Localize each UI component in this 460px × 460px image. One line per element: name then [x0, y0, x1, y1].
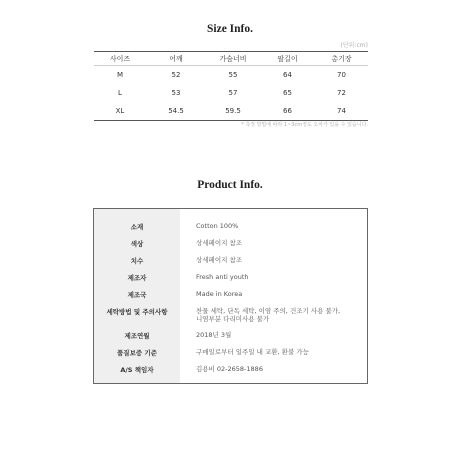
product-row-warranty — [94, 348, 367, 364]
row-label: 제조국 — [127, 291, 147, 299]
unit-note: (단위:cm) — [340, 42, 368, 49]
row-label: 치수 — [130, 257, 144, 265]
product-row-size — [94, 256, 367, 272]
row-value: 찬물 세탁, 단독 세탁, 이염 주의, 건조기 사용 불가, 니염부분 다리미사용 불가 — [196, 307, 341, 323]
table-cell: M — [116, 71, 124, 79]
column-header: 어깨 — [146, 52, 206, 66]
table-row — [94, 84, 368, 102]
row-value: 2018년 3월 — [196, 331, 232, 339]
table-cell: 64 — [283, 71, 292, 79]
product-row-manufacturer — [94, 273, 367, 289]
table-cell: 74 — [315, 102, 368, 121]
measurement-note: * 측정 방법에 따라 1~3cm정도 오차가 있을 수 있습니다. — [241, 122, 368, 128]
column-header: 총기장 — [315, 52, 368, 66]
product-row-material — [94, 222, 367, 238]
row-value: 상세페이지 참조 — [196, 239, 243, 247]
table-cell: 70 — [337, 71, 346, 79]
size-info-title: Size Info. — [207, 23, 253, 35]
row-label: 세탁방법 및 주의사항 — [106, 308, 168, 316]
column-header: 가슴너비 — [206, 52, 260, 66]
column-header: 사이즈 — [94, 52, 146, 66]
row-value: 상세페이지 참조 — [196, 256, 243, 264]
table-row — [94, 102, 368, 121]
table-cell: 52 — [171, 71, 181, 79]
table-cell: XL — [94, 102, 146, 121]
row-label: 제조연월 — [124, 332, 150, 340]
row-value: Cotton 100% — [196, 222, 239, 230]
size-table — [94, 51, 368, 121]
product-info-table — [93, 208, 368, 384]
row-value: 구매일로부터 일주일 내 교환, 환불 가능 — [196, 348, 309, 356]
product-info-title: Product Info. — [197, 179, 263, 191]
row-label: 소재 — [130, 223, 144, 231]
table-cell: 54.5 — [146, 102, 206, 121]
row-label: A/S 책임자 — [120, 366, 154, 374]
table-cell: 57 — [228, 89, 238, 97]
table-cell: 72 — [337, 89, 346, 97]
product-row-care — [94, 307, 367, 329]
column-header: 팔길이 — [260, 52, 315, 66]
product-row-color — [94, 239, 367, 255]
row-value: Made in Korea — [196, 290, 243, 298]
row-label: 제조자 — [127, 274, 147, 282]
table-cell: L — [118, 89, 122, 97]
row-label: 품질보증 기준 — [117, 349, 157, 357]
product-row-as-contact — [94, 365, 367, 381]
table-cell: 53 — [171, 89, 181, 97]
row-label: 색상 — [130, 240, 144, 248]
row-value: Fresh anti youth — [196, 273, 249, 281]
product-row-date — [94, 331, 367, 347]
product-row-country — [94, 290, 367, 306]
table-row — [94, 66, 368, 85]
table-cell: 59.5 — [206, 102, 260, 121]
table-cell: 55 — [228, 71, 238, 79]
size-table-header — [94, 52, 368, 66]
row-value: 김용비 02-2658-1886 — [196, 365, 263, 373]
table-cell: 66 — [260, 102, 315, 121]
table-cell: 65 — [283, 89, 292, 97]
